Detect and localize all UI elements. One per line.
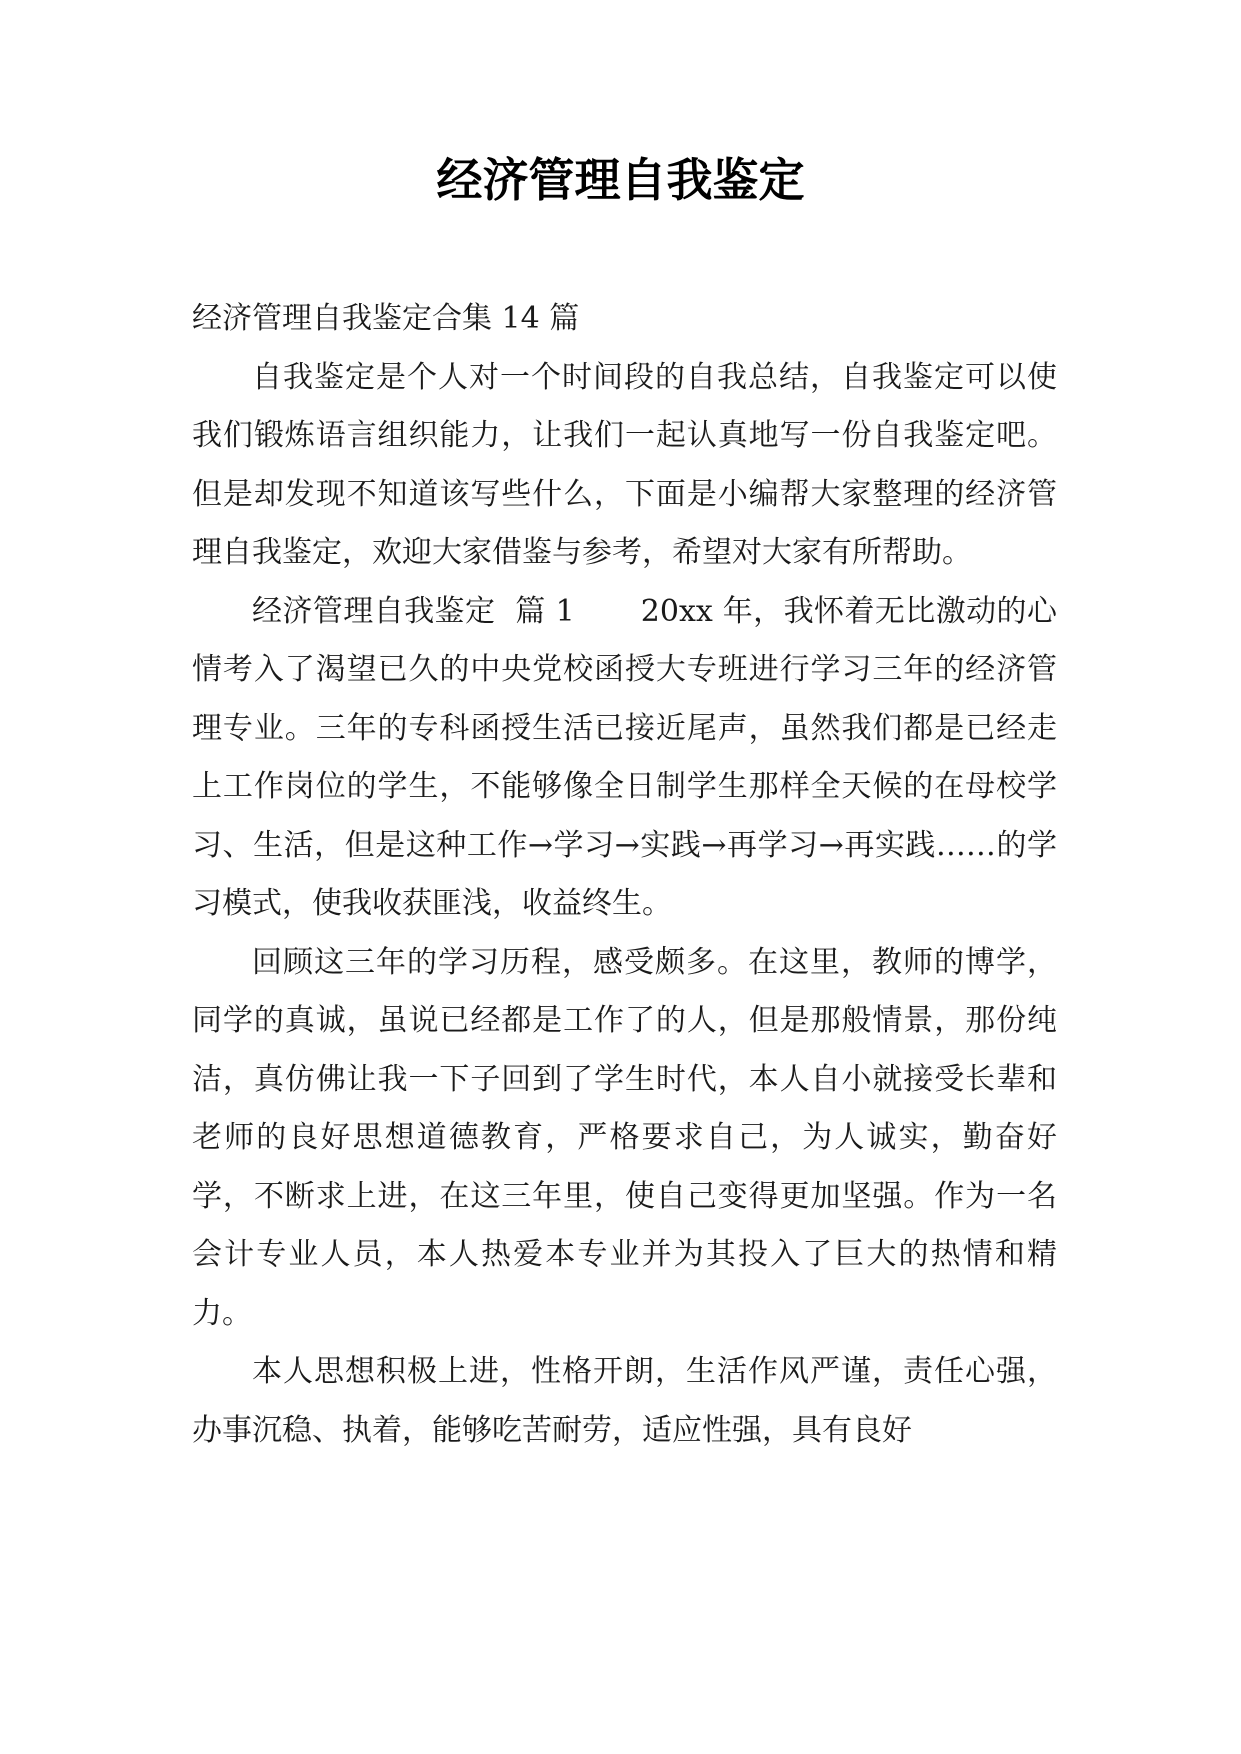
section-heading: 经济管理自我鉴定 篇 1 — [252, 593, 575, 629]
document-body — [192, 290, 1057, 1460]
intro-paragraph: 自我鉴定是个人对一个时间段的自我总结，自我鉴定可以使我们锻炼语言组织能力，让我们一起认真地写一份自我鉴定吧。但是却发现不知道该写些什么，下面是小编帮大家整理的经济管理自我鉴定，欢迎大家借鉴与参考，希望对大家有所帮助。 — [192, 359, 1057, 570]
section-1-paragraph — [192, 583, 1057, 934]
document-title: 经济管理自我鉴定 — [436, 153, 805, 207]
character-paragraph: 本人思想积极上进，性格开朗，生活作风严谨，责任心强，办事沉稳、执着，能够吃苦耐劳，适应性强，具有良好 — [192, 1354, 1057, 1448]
section-1-text: 20xx 年，我怀着无比激动的心情考入了渴望已久的中央党校函授大专班进行学习三年的经济管理专业。三年的专科函授生活已接近尾声，虽然我们都是已经走上工作岗位的学生，不能够像全日制学生那样全天候的在母校学习、生活，但是这种工作→学习→实践→再学习→再实践……的学习模式，使我收获匪浅，收益终生。 — [192, 593, 1057, 921]
document-subtitle: 经济管理自我鉴定合集 14 篇 — [192, 301, 580, 336]
reflection-paragraph: 回顾这三年的学习历程，感受颇多。在这里，教师的博学，同学的真诚，虽说已经都是工作了的人，但是那般情景，那份纯洁，真仿佛让我一下子回到了学生时代，本人自小就接受长辈和老师的良好思想道德教育，严格要求自己，为人诚实，勤奋好学，不断求上进，在这三年里，使自己变得更加坚强。作为一名会计专业人员，本人热爱本专业并为其投入了巨大的热情和精力。 — [192, 944, 1057, 1331]
